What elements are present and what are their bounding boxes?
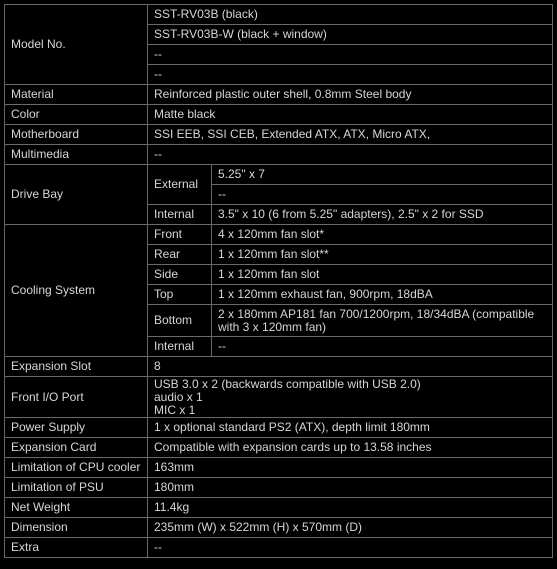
table-row <box>5 225 553 245</box>
drive-bay-internal-value: 3.5" x 10 (6 from 5.25" adapters), 2.5" x 2 for SSD <box>212 205 553 225</box>
motherboard-label: Motherboard <box>5 125 148 145</box>
expansion-card-label: Expansion Card <box>5 438 148 458</box>
cooling-item-label: Rear <box>148 245 212 265</box>
multimedia-label: Multimedia <box>5 145 148 165</box>
cooling-item-label: Front <box>148 225 212 245</box>
cooling-item-label: Top <box>148 285 212 305</box>
psu-limit-label: Limitation of PSU <box>5 478 148 498</box>
table-row <box>5 125 553 145</box>
table-row <box>5 5 553 25</box>
cooling-item-label: Internal <box>148 337 212 357</box>
table-row <box>5 438 553 458</box>
extra-label: Extra <box>5 538 148 558</box>
table-row <box>5 478 553 498</box>
table-row <box>5 458 553 478</box>
extra-value: -- <box>148 538 553 558</box>
cooling-item-label: Bottom <box>148 305 212 337</box>
model-value: -- <box>148 65 553 85</box>
spec-table <box>4 4 553 558</box>
table-row <box>5 377 553 418</box>
table-row <box>5 418 553 438</box>
drive-bay-external-value: -- <box>212 185 553 205</box>
table-row <box>5 538 553 558</box>
cooling-item-value: -- <box>212 337 553 357</box>
color-value: Matte black <box>148 105 553 125</box>
model-value: SST-RV03B-W (black + window) <box>148 25 553 45</box>
material-value: Reinforced plastic outer shell, 0.8mm Steel body <box>148 85 553 105</box>
expansion-slot-value: 8 <box>148 357 553 377</box>
cooling-item-value: 1 x 120mm fan slot** <box>212 245 553 265</box>
cooling-item-value: 1 x 120mm exhaust fan, 900rpm, 18dBA <box>212 285 553 305</box>
table-row <box>5 145 553 165</box>
table-row <box>5 518 553 538</box>
model-value: SST-RV03B (black) <box>148 5 553 25</box>
table-row <box>5 498 553 518</box>
drive-bay-internal-label: Internal <box>148 205 212 225</box>
color-label: Color <box>5 105 148 125</box>
cooling-item-value: 2 x 180mm AP181 fan 700/1200rpm, 18/34dBA (compatible with 3 x 120mm fan) <box>212 305 553 337</box>
cooling-item-value: 1 x 120mm fan slot <box>212 265 553 285</box>
cooling-item-value: 4 x 120mm fan slot* <box>212 225 553 245</box>
model-value: -- <box>148 45 553 65</box>
material-label: Material <box>5 85 148 105</box>
front-io-value <box>148 377 553 418</box>
cpu-cooler-label: Limitation of CPU cooler <box>5 458 148 478</box>
table-row <box>5 165 553 185</box>
motherboard-value: SSI EEB, SSI CEB, Extended ATX, ATX, Micro ATX, <box>148 125 553 145</box>
cooling-label: Cooling System <box>5 225 148 357</box>
drive-bay-label: Drive Bay <box>5 165 148 225</box>
drive-bay-external-label: External <box>148 165 212 205</box>
power-supply-value: 1 x optional standard PS2 (ATX), depth limit 180mm <box>148 418 553 438</box>
dimension-value: 235mm (W) x 522mm (H) x 570mm (D) <box>148 518 553 538</box>
model-label: Model No. <box>5 5 148 85</box>
drive-bay-external-value: 5.25" x 7 <box>212 165 553 185</box>
dimension-label: Dimension <box>5 518 148 538</box>
expansion-slot-label: Expansion Slot <box>5 357 148 377</box>
front-io-line: USB 3.0 x 2 (backwards compatible with USB 2.0) <box>154 376 421 391</box>
expansion-card-value: Compatible with expansion cards up to 13.58 inches <box>148 438 553 458</box>
front-io-line: MIC x 1 <box>154 402 196 417</box>
cooling-item-label: Side <box>148 265 212 285</box>
table-row <box>5 85 553 105</box>
front-io-label: Front I/O Port <box>5 377 148 418</box>
front-io-line: audio x 1 <box>154 389 203 404</box>
power-supply-label: Power Supply <box>5 418 148 438</box>
psu-limit-value: 180mm <box>148 478 553 498</box>
cpu-cooler-value: 163mm <box>148 458 553 478</box>
net-weight-label: Net Weight <box>5 498 148 518</box>
table-row <box>5 357 553 377</box>
table-row <box>5 105 553 125</box>
net-weight-value: 11.4kg <box>148 498 553 518</box>
multimedia-value: -- <box>148 145 553 165</box>
